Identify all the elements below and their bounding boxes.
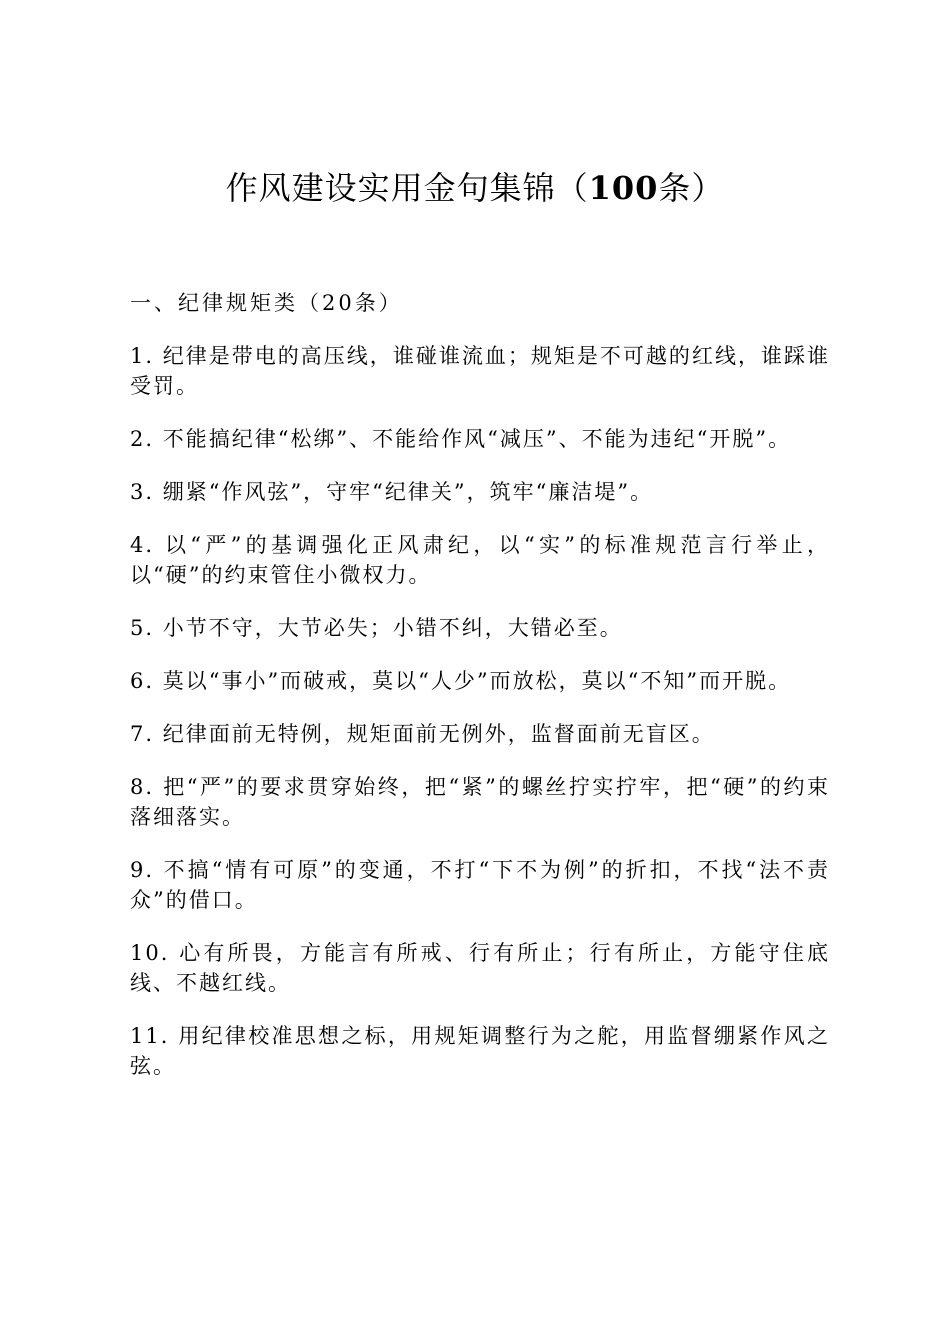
list-item: 4. 以“严”的基调强化正风肃纪，以“实”的标准规范言行举止，以“硬”的约束管住小微权力。 — [130, 533, 830, 587]
list-item: 10. 心有所畏，方能言有所戒、行有所止；行有所止，方能守住底线、不越红线。 — [130, 941, 830, 995]
list-item: 1. 纪律是带电的高压线，谁碰谁流血；规矩是不可越的红线，谁踩谁受罚。 — [130, 344, 830, 398]
list-item: 9. 不搞“情有可原”的变通，不打“下不为例”的折扣，不找“法不责众”的借口。 — [130, 858, 830, 912]
list-item: 11. 用纪律校准思想之标，用规矩调整行为之舵，用监督绷紧作风之弦。 — [130, 1024, 830, 1078]
list-item: 2. 不能搞纪律“松绑”、不能给作风“减压”、不能为违纪“开脱”。 — [130, 427, 792, 451]
title-count: 100 — [588, 169, 659, 207]
title-suffix: 条） — [658, 169, 725, 207]
list-item: 5. 小节不守，大节必失；小错不纠，大错必至。 — [130, 616, 623, 640]
document-body — [130, 288, 830, 1104]
section-heading: 一、纪律规矩类（20条） — [130, 291, 403, 315]
list-item: 7. 纪律面前无特例，规矩面前无例外，监督面前无盲区。 — [130, 722, 715, 746]
list-item: 3. 绷紧“作风弦”，守牢“纪律关”，筑牢“廉洁堤”。 — [130, 480, 654, 504]
list-item: 8. 把“严”的要求贯穿始终，把“紧”的螺丝拧实拧牢，把“硬”的约束落细落实。 — [130, 775, 830, 829]
list-item: 6. 莫以“事小”而破戒，莫以“人少”而放松，莫以“不知”而开脱。 — [130, 669, 792, 693]
title-prefix: 作风建设实用金句集锦（ — [225, 169, 589, 207]
document-title — [0, 166, 950, 210]
